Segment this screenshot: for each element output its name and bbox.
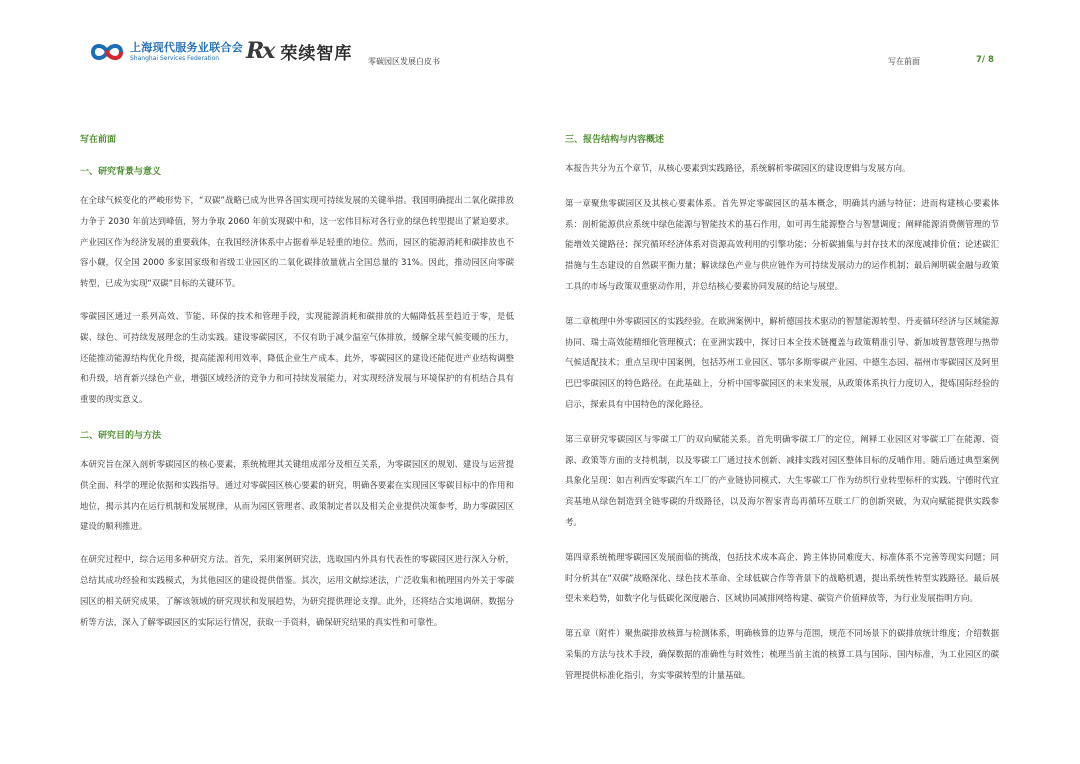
- left-column: [80, 132, 514, 644]
- paragraph: 在全球气候变化的严峻形势下，“双碳”战略已成为世界各国实现可持续发展的关键举措。我国明确提出二氧化碳排放力争于 2030 年前达到峰值，努力争取 2060 年前实现碳中和，这一宏伟目标对各行业的绿色转型提出了紧迫要求。产业园区作为经济发展的重要载体，在我国经济体系中占据着举足轻重的地位。然而，园区的能源消耗和碳排放也不容小觑，仅全国 2000 多家国家级和省级工业园区的二氧化碳排放量就占全国总量的 31%。因此，推动园区向零碳转型，已成为实现“双碳”目标的关键环节。: [80, 195, 514, 289]
- paragraph: 第三章研究零碳园区与零碳工厂的双向赋能关系。首先明确零碳工厂的定位，阐释工业园区对零碳工厂在能源、资源、政策等方面的支持机制，以及零碳工厂通过技术创新、减排实践对园区整体目标的反哺作用。随后通过典型案例具象化呈现：如吉利西安零碳汽车工厂的产业链协同模式、大生零碳工厂作为纺织行业转型标杆的实践、宁德时代宜宾基地从绿色制造到全链零碳的升级路径，以及海尔智家青岛再循环互联工厂的创新突破，为双向赋能提供实践参考。: [565, 433, 999, 527]
- paragraph: 本报告共分为五个章节，从核心要素到实践路径，系统解析零碳园区的建设逻辑与发展方向。: [565, 163, 911, 173]
- paragraph: 第一章聚焦零碳园区及其核心要素体系。首先界定零碳园区的基本概念，明确其内涵与特征；进而构建核心要素体系：剖析能源供应系统中绿色能源与智能技术的基石作用，如可再生能源整合与智慧调度；阐释能源消费侧管理的节能增效关键路径；探究循环经济体系对资源高效利用的引擎功能；分析碳捕集与封存技术的深度减排价值；论述碳汇措施与生态建设的自然碳平衡力量；解读绿色产业与供应链作为可持续发展动力的运作机制；最后阐明碳金融与政策工具的市场与政策双重驱动作用，并总结核心要素协同发展的结论与展望。: [565, 197, 999, 291]
- section-heading-3: 三、报告结构与内容概述: [565, 135, 665, 145]
- paragraph: 第四章系统梳理零碳园区发展面临的挑战，包括技术成本高企、跨主体协同难度大、标准体系不完善等现实问题；同时分析其在“双碳”战略深化、绿色技术革命、全球低碳合作等背景下的战略机遇，提出系统性转型实践路径。最后展望未来趋势，如数字化与低碳化深度融合、区域协同减排网络构建、碳资产价值释放等，为行业发展指明方向。: [565, 551, 999, 604]
- right-column: [565, 132, 999, 700]
- paragraph: 本研究旨在深入剖析零碳园区的核心要素，系统梳理其关键组成部分及相互关系，为零碳园区的规划、建设与运营提供全面、科学的理论依据和实践指导。通过对零碳园区核心要素的研究，明确各要素在实现园区零碳目标中的作用和地位，揭示其内在运行机制和发展规律，从而为园区管理者、政策制定者以及相关企业提供决策参考，助力零碳园区建设的顺利推进。: [80, 458, 514, 532]
- paragraph: 第二章梳理中外零碳园区的实践经验。在欧洲案例中，解析德国技术驱动的智慧能源转型、丹麦循环经济与区域能源协同、瑞士高效能精细化管理模式；在亚洲实践中，探讨日本全技术链覆盖与政策精准引导、新加坡智慧管理与热带气候适配技术；重点呈现中国案例，包括苏州工业园区、鄂尔多斯零碳产业园、中德生态园、福州市零碳园区及阿里巴巴零碳园区的特色路径。在此基础上，分析中国零碳园区的未来发展，从政策体系执行力度切入，提炼国际经验的启示，探索具有中国特色的深化路径。: [565, 315, 999, 409]
- page-title: 写在前面: [80, 135, 117, 145]
- sscf-logo-icon: [90, 40, 124, 64]
- paragraph: 第五章（附件）聚焦碳排放核算与检测体系，明确核算的边界与范围，规范不同场景下的碳排放统计维度；介绍数据采集的方法与技术手段，确保数据的准确性与时效性；梳理当前主流的核算工具与国际、国内标准，为工业园区的碳管理提供标准化指引，夯实零碳转型的计量基础。: [565, 628, 999, 680]
- paragraph: 零碳园区通过一系列高效、节能、环保的技术和管理手段，实现能源消耗和碳排放的大幅降低甚至趋近于零，是低碳、绿色、可持续发展理念的生动实践。建设零碳园区，不仅有助于减少温室气体排放，缓解全球气候变暖的压力，还能推动能源结构优化升级，提高能源利用效率，降低企业生产成本。此外，零碳园区的建设还能促进产业结构调整和升级，培育新兴绿色产业，增强区域经济的竞争力和可持续发展能力，对实现经济发展与环境保护的有机结合具有重要的现实意义。: [80, 310, 514, 405]
- paragraph: 在研究过程中，综合运用多种研究方法。首先，采用案例研究法，选取国内外具有代表性的零碳园区进行深入分析，总结其成功经验和实践模式，为其他园区的建设提供借鉴。其次，运用文献综述法，广泛收集和梳理国内外关于零碳园区的相关研究成果，了解该领域的研究现状和发展趋势，为研究提供理论支撑。此外，还将结合实地调研、数据分析等方法，深入了解零碳园区的实际运行情况，获取一手资料，确保研究结果的真实性和可靠性。: [80, 554, 514, 627]
- page-number: 7/ 8: [976, 55, 994, 65]
- org-name-cn: 上海现代服务业联合会: [130, 41, 243, 54]
- document-title: 零碳园区发展白皮书: [368, 57, 440, 66]
- sscf-logo: [90, 40, 243, 64]
- page-header: [0, 0, 1080, 90]
- section-heading-1: 一、研究背景与意义: [80, 167, 162, 177]
- org-name-en: Shanghai Services Federation: [130, 55, 220, 62]
- brand-logo: [246, 38, 352, 64]
- brand-name: 荣续智库: [280, 43, 353, 64]
- section-heading-2: 二、研究目的与方法: [80, 430, 162, 441]
- brand-mark: Rx: [246, 38, 274, 64]
- running-section-name: 写在前面: [888, 57, 920, 66]
